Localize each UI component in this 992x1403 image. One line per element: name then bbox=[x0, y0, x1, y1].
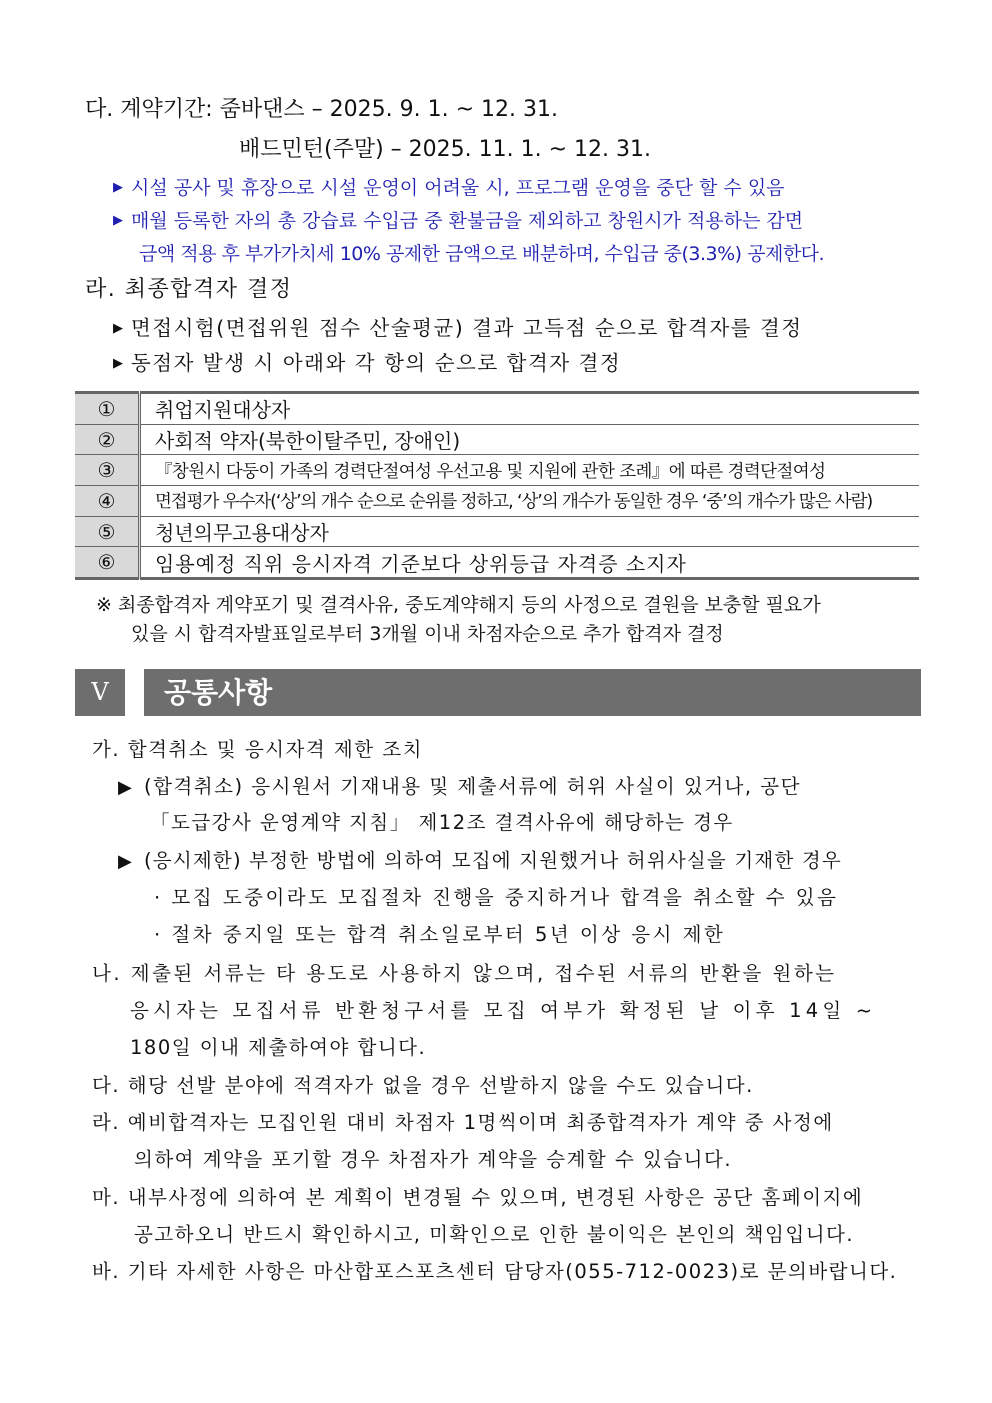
contract-note-2: ▶ 매월 등록한 자의 총 강습료 수입금 중 환불금을 제외하고 창원시가 적용하는 감면 bbox=[113, 210, 804, 232]
common-ba: 바. 기타 자세한 사항은 마산합포스포츠센터 담당자(055-712-0023)로 문의바랍니다. bbox=[92, 1260, 898, 1283]
final-bullet-2: ▶ 동점자 발생 시 아래와 각 항의 순으로 합격자 결정 bbox=[113, 351, 622, 375]
criteria-number: ② bbox=[75, 424, 140, 455]
table-row bbox=[75, 516, 919, 547]
criteria-number: ⑤ bbox=[75, 516, 140, 547]
common-ma-line-2: 공고하오니 반드시 확인하시고, 미확인으로 인한 불이익은 본인의 책임입니다. bbox=[134, 1223, 855, 1246]
criteria-number: ① bbox=[75, 393, 140, 425]
final-note-1: ※ 최종합격자 계약포기 및 결격사유, 중도계약해지 등의 사정으로 결원을 보충할 필요가 bbox=[96, 594, 821, 616]
table-row bbox=[75, 424, 919, 455]
criteria-text: 사회적 약자(북한이탈주민, 장애인) bbox=[140, 424, 920, 455]
criteria-text: 『창원시 다둥이 가족의 경력단절여성 우선고용 및 지원에 관한 조례』에 따른 경력단절여성 bbox=[140, 455, 920, 486]
triangle-bullet-icon: ▶ bbox=[118, 777, 134, 798]
final-bullet-1: ▶ 면접시험(면접위원 점수 산술평균) 결과 고득점 순으로 합격자를 결정 bbox=[113, 316, 803, 340]
common-ga-dot-1: · 모집 도중이라도 모집절차 진행을 중지하거나 합격을 취소할 수 있음 bbox=[154, 886, 839, 909]
tiebreak-criteria-table bbox=[75, 391, 919, 580]
contract-period-label: 다. 계약기간: bbox=[85, 97, 220, 122]
common-na-line-3: 180일 이내 제출하여야 합니다. bbox=[130, 1036, 427, 1059]
criteria-number: ④ bbox=[75, 486, 140, 517]
table-row bbox=[75, 393, 919, 425]
contract-period-line-1 bbox=[85, 92, 558, 123]
criteria-text: 청년의무고용대상자 bbox=[140, 516, 920, 547]
section-number: Ⅴ bbox=[75, 669, 125, 716]
section-title: 공통사항 bbox=[144, 669, 921, 716]
criteria-number: ⑥ bbox=[75, 547, 140, 579]
contract-note-2-cont: 금액 적용 후 부가가치세 10% 공제한 금액으로 배분하며, 수입금 중(3.3%) 공제한다. bbox=[139, 243, 825, 265]
common-ga-bullet-2: ▶ (응시제한) 부정한 방법에 의하여 모집에 지원했거나 허위사실을 기재한 경우 bbox=[118, 849, 842, 872]
common-ra-line-1: 라. 예비합격자는 모집인원 대비 차점자 1명씩이며 최종합격자가 계약 중 사정에 bbox=[92, 1111, 834, 1134]
table-row bbox=[75, 547, 919, 579]
criteria-number: ③ bbox=[75, 455, 140, 486]
triangle-bullet-icon: ▶ bbox=[118, 851, 134, 872]
common-ga-dot-2: · 절차 중지일 또는 합격 취소일로부터 5년 이상 응시 제한 bbox=[154, 923, 726, 946]
criteria-text: 임용예정 직위 응시자격 기준보다 상위등급 자격증 소지자 bbox=[155, 551, 687, 576]
common-ra-line-2: 의하여 계약을 포기할 경우 차점자가 계약을 승계할 수 있습니다. bbox=[134, 1148, 733, 1171]
triangle-bullet-icon: ▶ bbox=[113, 356, 125, 371]
triangle-bullet-icon: ▶ bbox=[113, 180, 123, 195]
common-na-line-2: 응시자는 모집서류 반환청구서를 모집 여부가 확정된 날 이후 14일 ~ bbox=[130, 999, 877, 1022]
common-ma-line-1: 마. 내부사정에 의하여 본 계획이 변경될 수 있으며, 변경된 사항은 공단 홈페이지에 bbox=[92, 1186, 864, 1209]
triangle-bullet-icon: ▶ bbox=[113, 213, 123, 228]
final-heading: 라. 최종합격자 결정 bbox=[85, 277, 293, 302]
table-row bbox=[75, 486, 919, 517]
criteria-text: 면접평가 우수자(‘상’의 개수 순으로 순위를 정하고, ‘상’의 개수가 동일한 경우 ‘중’의 개수가 많은 사람) bbox=[140, 486, 920, 517]
common-da: 다. 해당 선발 분야에 적격자가 없을 경우 선발하지 않을 수도 있습니다. bbox=[92, 1074, 754, 1097]
common-na-line-1: 나. 제출된 서류는 타 용도로 사용하지 않으며, 접수된 서류의 반환을 원하는 bbox=[92, 962, 837, 985]
triangle-bullet-icon: ▶ bbox=[113, 321, 125, 336]
contract-note-1: ▶ 시설 공사 및 휴장으로 시설 운영이 어려울 시, 프로그램 운영을 중단 할 수 있음 bbox=[113, 177, 785, 199]
table-row bbox=[75, 455, 919, 486]
contract-badminton: 배드민턴(주말) – 2025. 11. 1. ~ 12. 31. bbox=[239, 137, 651, 162]
common-ga-heading: 가. 합격취소 및 응시자격 제한 조치 bbox=[92, 738, 423, 761]
contract-zumba: 줌바댄스 – 2025. 9. 1. ~ 12. 31. bbox=[219, 97, 558, 122]
criteria-text: 취업지원대상자 bbox=[140, 393, 920, 425]
common-ga-bullet-1: ▶ (합격취소) 응시원서 기재내용 및 제출서류에 허위 사실이 있거나, 공단 bbox=[118, 775, 801, 798]
final-note-2: 있을 시 합격자발표일로부터 3개월 이내 차점자순으로 추가 합격자 결정 bbox=[131, 623, 724, 645]
common-ga-bullet-1-cont: 「도급강사 운영계약 지침」 제12조 결격사유에 해당하는 경우 bbox=[150, 811, 734, 834]
